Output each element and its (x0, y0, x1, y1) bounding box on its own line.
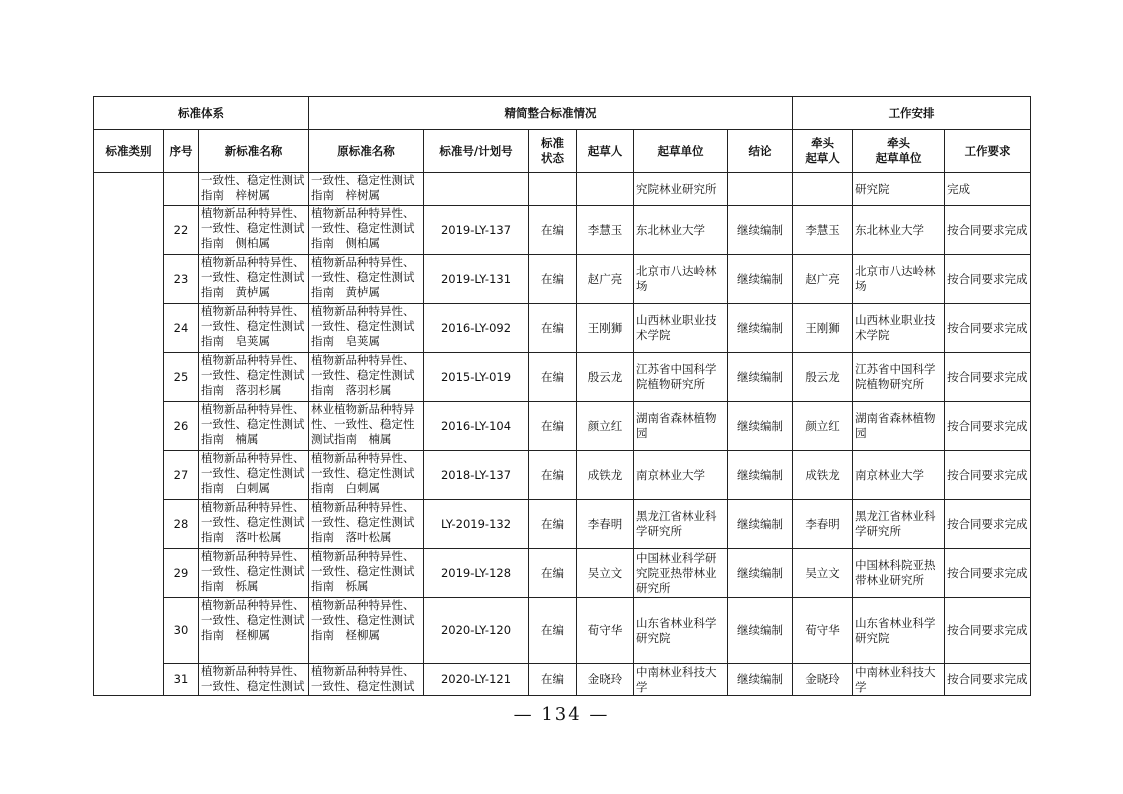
page-number: — 134 — (513, 704, 610, 725)
lead-unit-cell: 中国林科院亚热带林业研究所 (853, 549, 945, 598)
original-standard-name-cell: 植物新品种特异性、一致性、稳定性测试 (309, 664, 424, 696)
work-requirement-cell: 按合同要求完成 (945, 549, 1031, 598)
new-standard-name-cell: 一致性、稳定性测试指南 梓树属 (199, 173, 309, 206)
header-col-new-name: 新标准名称 (199, 130, 309, 173)
new-standard-name-cell: 植物新品种特异性、一致性、稳定性测试指南 皂荚属 (199, 304, 309, 353)
standard-code-cell: 2016-LY-092 (424, 304, 529, 353)
standard-code-cell: LY-2019-132 (424, 500, 529, 549)
work-requirement-cell: 按合同要求完成 (945, 598, 1031, 664)
row-number-cell (164, 173, 199, 206)
lead-drafter-cell: 成铁龙 (793, 451, 853, 500)
table-row (94, 598, 1031, 664)
work-requirement-cell: 按合同要求完成 (945, 664, 1031, 696)
standard-code-cell: 2015-LY-019 (424, 353, 529, 402)
lead-unit-cell: 中南林业科技大学 (853, 664, 945, 696)
drafting-unit-cell: 中南林业科技大学 (634, 664, 728, 696)
drafter-cell: 赵广亮 (577, 255, 634, 304)
standard-code-cell (424, 173, 529, 206)
table-row (94, 353, 1031, 402)
lead-drafter-cell: 荀守华 (793, 598, 853, 664)
drafting-unit-cell: 山东省林业科学研究院 (634, 598, 728, 664)
row-number-cell: 27 (164, 451, 199, 500)
drafter-cell: 李春明 (577, 500, 634, 549)
header-standard-system: 标准体系 (94, 97, 309, 130)
new-standard-name-cell: 植物新品种特异性、一致性、稳定性测试指南 柽柳属 (199, 598, 309, 664)
row-number-cell: 30 (164, 598, 199, 664)
row-number-cell: 26 (164, 402, 199, 451)
lead-drafter-cell: 李春明 (793, 500, 853, 549)
drafter-cell (577, 173, 634, 206)
work-requirement-cell: 按合同要求完成 (945, 353, 1031, 402)
row-number-cell: 23 (164, 255, 199, 304)
original-standard-name-cell: 植物新品种特异性、一致性、稳定性测试指南 落羽杉属 (309, 353, 424, 402)
original-standard-name-cell: 植物新品种特异性、一致性、稳定性测试指南 皂荚属 (309, 304, 424, 353)
new-standard-name-cell: 植物新品种特异性、一致性、稳定性测试指南 楠属 (199, 402, 309, 451)
drafter-cell: 金晓玲 (577, 664, 634, 696)
lead-unit-cell: 黑龙江省林业科学研究所 (853, 500, 945, 549)
drafting-unit-cell: 山西林业职业技术学院 (634, 304, 728, 353)
header-col-drafter: 起草人 (577, 130, 634, 173)
standard-status-cell: 在编 (529, 206, 577, 255)
header-col-requirement: 工作要求 (945, 130, 1031, 173)
lead-drafter-cell: 吴立文 (793, 549, 853, 598)
original-standard-name-cell: 植物新品种特异性、一致性、稳定性测试指南 柽柳属 (309, 598, 424, 664)
drafting-unit-cell: 北京市八达岭林场 (634, 255, 728, 304)
drafting-unit-cell: 江苏省中国科学院植物研究所 (634, 353, 728, 402)
standard-status-cell: 在编 (529, 353, 577, 402)
conclusion-cell: 继续编制 (728, 353, 793, 402)
standard-code-cell: 2019-LY-137 (424, 206, 529, 255)
original-standard-name-cell: 林业植物新品种特异性、一致性、稳定性测试指南 楠属 (309, 402, 424, 451)
drafting-unit-cell: 黑龙江省林业科学研究所 (634, 500, 728, 549)
drafting-unit-cell: 东北林业大学 (634, 206, 728, 255)
conclusion-cell: 继续编制 (728, 206, 793, 255)
table-row (94, 402, 1031, 451)
header-group-row (94, 97, 1031, 130)
lead-unit-cell: 湖南省森林植物园 (853, 402, 945, 451)
table-row (94, 173, 1031, 206)
standard-status-cell: 在编 (529, 402, 577, 451)
standard-code-cell: 2019-LY-131 (424, 255, 529, 304)
drafter-cell: 吴立文 (577, 549, 634, 598)
table-row (94, 549, 1031, 598)
drafter-cell: 王刚狮 (577, 304, 634, 353)
drafting-unit-cell: 南京林业大学 (634, 451, 728, 500)
new-standard-name-cell: 植物新品种特异性、一致性、稳定性测试指南 落羽杉属 (199, 353, 309, 402)
row-number-cell: 29 (164, 549, 199, 598)
work-requirement-cell: 按合同要求完成 (945, 451, 1031, 500)
header-col-old-name: 原标准名称 (309, 130, 424, 173)
drafter-cell: 颜立红 (577, 402, 634, 451)
category-cell (94, 173, 164, 696)
standard-code-cell: 2019-LY-128 (424, 549, 529, 598)
table-row (94, 206, 1031, 255)
lead-drafter-cell: 赵广亮 (793, 255, 853, 304)
header-col-status: 标准 状态 (529, 130, 577, 173)
drafting-unit-cell: 湖南省森林植物园 (634, 402, 728, 451)
new-standard-name-cell: 植物新品种特异性、一致性、稳定性测试 (199, 664, 309, 696)
lead-unit-cell: 南京林业大学 (853, 451, 945, 500)
new-standard-name-cell: 植物新品种特异性、一致性、稳定性测试指南 落叶松属 (199, 500, 309, 549)
conclusion-cell: 继续编制 (728, 304, 793, 353)
original-standard-name-cell: 植物新品种特异性、一致性、稳定性测试指南 栎属 (309, 549, 424, 598)
table-row (94, 500, 1031, 549)
row-number-cell: 31 (164, 664, 199, 696)
standard-status-cell: 在编 (529, 598, 577, 664)
lead-drafter-cell: 殷云龙 (793, 353, 853, 402)
lead-drafter-cell: 李慧玉 (793, 206, 853, 255)
lead-unit-cell: 东北林业大学 (853, 206, 945, 255)
conclusion-cell: 继续编制 (728, 402, 793, 451)
lead-drafter-cell: 王刚狮 (793, 304, 853, 353)
lead-drafter-cell: 颜立红 (793, 402, 853, 451)
header-consolidation-status: 精简整合标准情况 (309, 97, 793, 130)
work-requirement-cell: 按合同要求完成 (945, 206, 1031, 255)
conclusion-cell: 继续编制 (728, 664, 793, 696)
table-row (94, 255, 1031, 304)
conclusion-cell: 继续编制 (728, 500, 793, 549)
lead-unit-cell: 研究院 (853, 173, 945, 206)
standard-code-cell: 2018-LY-137 (424, 451, 529, 500)
table-row (94, 664, 1031, 696)
standard-status-cell: 在编 (529, 304, 577, 353)
work-requirement-cell: 按合同要求完成 (945, 402, 1031, 451)
row-number-cell: 25 (164, 353, 199, 402)
original-standard-name-cell: 植物新品种特异性、一致性、稳定性测试指南 黄栌属 (309, 255, 424, 304)
lead-unit-cell: 北京市八达岭林场 (853, 255, 945, 304)
original-standard-name-cell: 植物新品种特异性、一致性、稳定性测试指南 侧柏属 (309, 206, 424, 255)
conclusion-cell (728, 173, 793, 206)
new-standard-name-cell: 植物新品种特异性、一致性、稳定性测试指南 栎属 (199, 549, 309, 598)
work-requirement-cell: 按合同要求完成 (945, 255, 1031, 304)
standard-code-cell: 2020-LY-120 (424, 598, 529, 664)
work-requirement-cell: 完成 (945, 173, 1031, 206)
header-work-arrangement: 工作安排 (793, 97, 1031, 130)
drafting-unit-cell: 究院林业研究所 (634, 173, 728, 206)
conclusion-cell: 继续编制 (728, 451, 793, 500)
new-standard-name-cell: 植物新品种特异性、一致性、稳定性测试指南 黄栌属 (199, 255, 309, 304)
standard-code-cell: 2016-LY-104 (424, 402, 529, 451)
conclusion-cell: 继续编制 (728, 549, 793, 598)
header-col-lead-drafter: 牵头 起草人 (793, 130, 853, 173)
header-col-unit: 起草单位 (634, 130, 728, 173)
standard-code-cell: 2020-LY-121 (424, 664, 529, 696)
standard-status-cell: 在编 (529, 255, 577, 304)
row-number-cell: 28 (164, 500, 199, 549)
standard-status-cell: 在编 (529, 451, 577, 500)
conclusion-cell: 继续编制 (728, 255, 793, 304)
table-row (94, 451, 1031, 500)
header-col-code: 标准号/计划号 (424, 130, 529, 173)
header-col-category: 标准类别 (94, 130, 164, 173)
drafter-cell: 荀守华 (577, 598, 634, 664)
standards-table (93, 96, 1031, 696)
standard-status-cell: 在编 (529, 664, 577, 696)
standard-status-cell: 在编 (529, 500, 577, 549)
work-requirement-cell: 按合同要求完成 (945, 500, 1031, 549)
drafter-cell: 成铁龙 (577, 451, 634, 500)
original-standard-name-cell: 植物新品种特异性、一致性、稳定性测试指南 白刺属 (309, 451, 424, 500)
lead-unit-cell: 山西林业职业技术学院 (853, 304, 945, 353)
standard-status-cell: 在编 (529, 549, 577, 598)
work-requirement-cell: 按合同要求完成 (945, 304, 1031, 353)
lead-drafter-cell: 金晓玲 (793, 664, 853, 696)
new-standard-name-cell: 植物新品种特异性、一致性、稳定性测试指南 侧柏属 (199, 206, 309, 255)
header-col-conclusion: 结论 (728, 130, 793, 173)
new-standard-name-cell: 植物新品种特异性、一致性、稳定性测试指南 白刺属 (199, 451, 309, 500)
original-standard-name-cell: 植物新品种特异性、一致性、稳定性测试指南 落叶松属 (309, 500, 424, 549)
row-number-cell: 22 (164, 206, 199, 255)
row-number-cell: 24 (164, 304, 199, 353)
conclusion-cell: 继续编制 (728, 598, 793, 664)
header-col-number: 序号 (164, 130, 199, 173)
lead-unit-cell: 山东省林业科学研究院 (853, 598, 945, 664)
table-row (94, 304, 1031, 353)
table-body (94, 173, 1031, 696)
original-standard-name-cell: 一致性、稳定性测试指南 梓树属 (309, 173, 424, 206)
drafter-cell: 殷云龙 (577, 353, 634, 402)
header-col-lead-unit: 牵头 起草单位 (853, 130, 945, 173)
drafter-cell: 李慧玉 (577, 206, 634, 255)
header-column-row (94, 130, 1031, 173)
lead-unit-cell: 江苏省中国科学院植物研究所 (853, 353, 945, 402)
lead-drafter-cell (793, 173, 853, 206)
drafting-unit-cell: 中国林业科学研究院亚热带林业研究所 (634, 549, 728, 598)
standard-status-cell (529, 173, 577, 206)
